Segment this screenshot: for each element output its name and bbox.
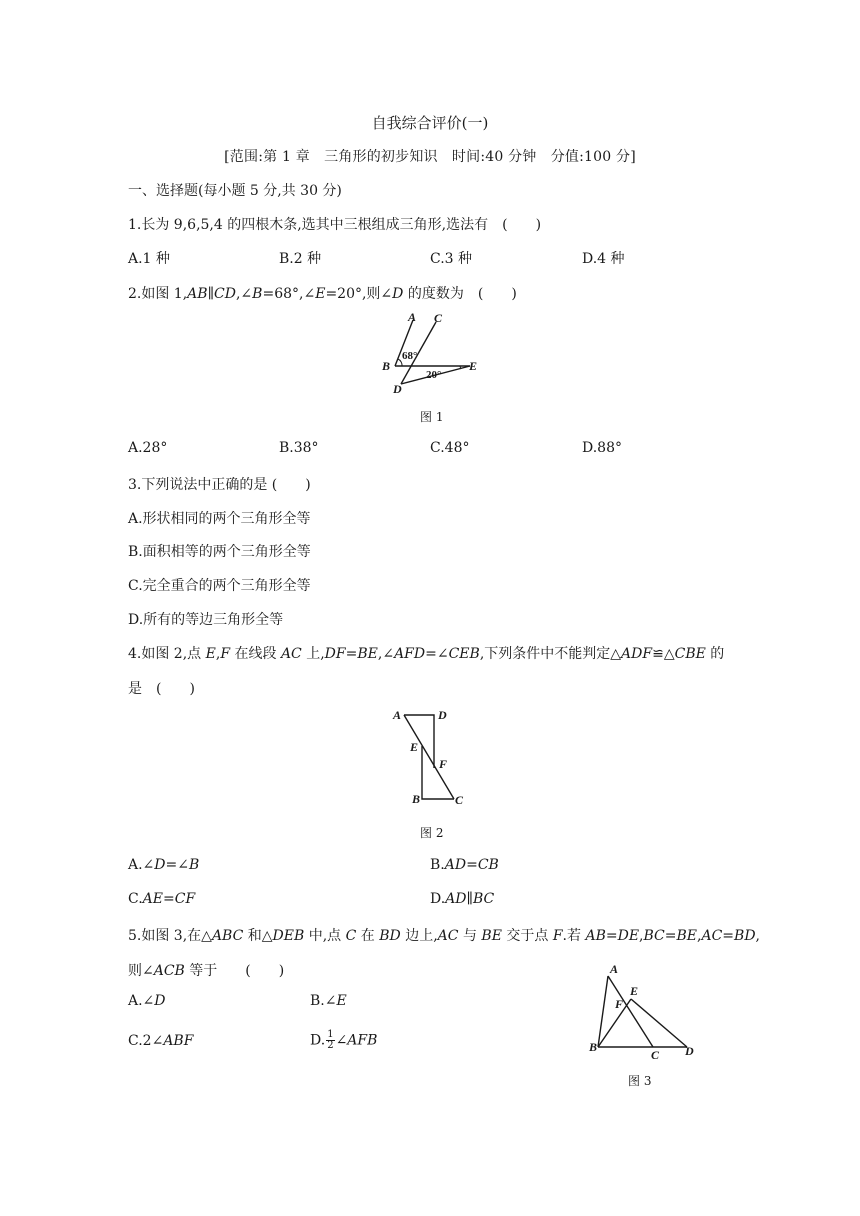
q2-option-d: D.88° [582, 440, 622, 456]
fraction-one-half: $\frac{1}{2}$ [327, 1029, 334, 1051]
point-c-label: C [651, 1048, 660, 1062]
q2-option-c: C.48° [430, 440, 470, 456]
figure-2-diagram [388, 700, 474, 812]
point-e-label: E [410, 740, 419, 754]
question-1-stem: 1.长为 9,6,5,4 的四根木条,选其中三根组成三角形,选法有 ( ) [128, 217, 542, 233]
q5-option-a: A.∠D [128, 993, 166, 1009]
q2-option-a: A.28° [128, 440, 168, 456]
figure-2-caption: 图 2 [420, 826, 444, 840]
point-b-label: B [589, 1040, 598, 1054]
exam-scope: [范围:第 1 章 三角形的初步知识 时间:40 分钟 分值:100 分] [224, 149, 636, 165]
point-b-label: B [382, 359, 391, 373]
angle-68-label: 68° [402, 350, 418, 362]
point-b-label: B [412, 792, 421, 806]
point-f-label: F [439, 757, 448, 771]
q4-option-a: A.∠D=∠B [128, 857, 200, 873]
figure-3-diagram [584, 958, 700, 1062]
question-3-stem: 3.下列说法中正确的是 ( ) [128, 477, 311, 493]
point-e-label: E [469, 359, 478, 373]
question-5-stem-line2: 则∠ACB 等于 ( ) [128, 963, 285, 979]
figure-3-caption: 图 3 [628, 1074, 652, 1088]
q5-option-b: B.∠E [310, 993, 347, 1009]
point-a-label: A [610, 962, 619, 976]
angle-20-label: 20° [426, 369, 442, 381]
point-e-label: E [630, 984, 639, 998]
q3-option-c: C.完全重合的两个三角形全等 [128, 578, 311, 594]
point-d-label: D [438, 708, 447, 722]
segment-ed [631, 999, 687, 1047]
q4-option-c: C.AE=CF [128, 891, 196, 907]
point-f-label: F [615, 997, 624, 1011]
point-a-label: A [408, 310, 417, 324]
point-d-label: D [393, 382, 402, 396]
q1-option-c: C.3 种 [430, 251, 473, 267]
point-c-label: C [434, 311, 443, 325]
q2-option-b: B.38° [279, 440, 319, 456]
point-c-label: C [455, 793, 464, 807]
q3-option-b: B.面积相等的两个三角形全等 [128, 544, 311, 560]
q3-option-a: A.形状相同的两个三角形全等 [128, 511, 311, 527]
question-4-stem-line2: 是 ( ) [128, 681, 195, 697]
figure-1-caption: 图 1 [420, 410, 444, 424]
point-a-label: A [393, 708, 402, 722]
point-d-label: D [685, 1044, 694, 1058]
section-heading: 一、选择题(每小题 5 分,共 30 分) [128, 183, 342, 199]
q4-option-d: D.AD∥BC [430, 891, 495, 907]
figure-1-diagram [376, 308, 488, 396]
q1-option-d: D.4 种 [582, 251, 625, 267]
question-2-stem: 2.如图 1,AB∥CD,∠B=68°,∠E=20°,则∠D 的度数为 ( ) [128, 286, 517, 302]
question-4-stem: 4.如图 2,点 E,F 在线段 AC 上,DF=BE,∠AFD=∠CEB,下列条件中不能判定△ADF≌△CBE 的 [128, 646, 725, 662]
q1-option-b: B.2 种 [279, 251, 322, 267]
question-5-stem: 5.如图 3,在△ABC 和△DEB 中,点 C 在 BD 边上,AC 与 BE 交于点 F.若 AB=DE,BC=BE,AC=BD, [128, 928, 760, 944]
segment-ab [598, 976, 608, 1047]
q1-option-a: A.1 种 [128, 251, 170, 267]
q5-option-c: C.2∠ABF [128, 1033, 194, 1049]
q4-option-b: B.AD=CB [430, 857, 499, 873]
q5-option-d: D. $\frac{1}{2}$ ∠AFB [310, 1029, 378, 1051]
q3-option-d: D.所有的等边三角形全等 [128, 612, 284, 628]
page-title: 自我综合评价(一) [371, 114, 489, 132]
